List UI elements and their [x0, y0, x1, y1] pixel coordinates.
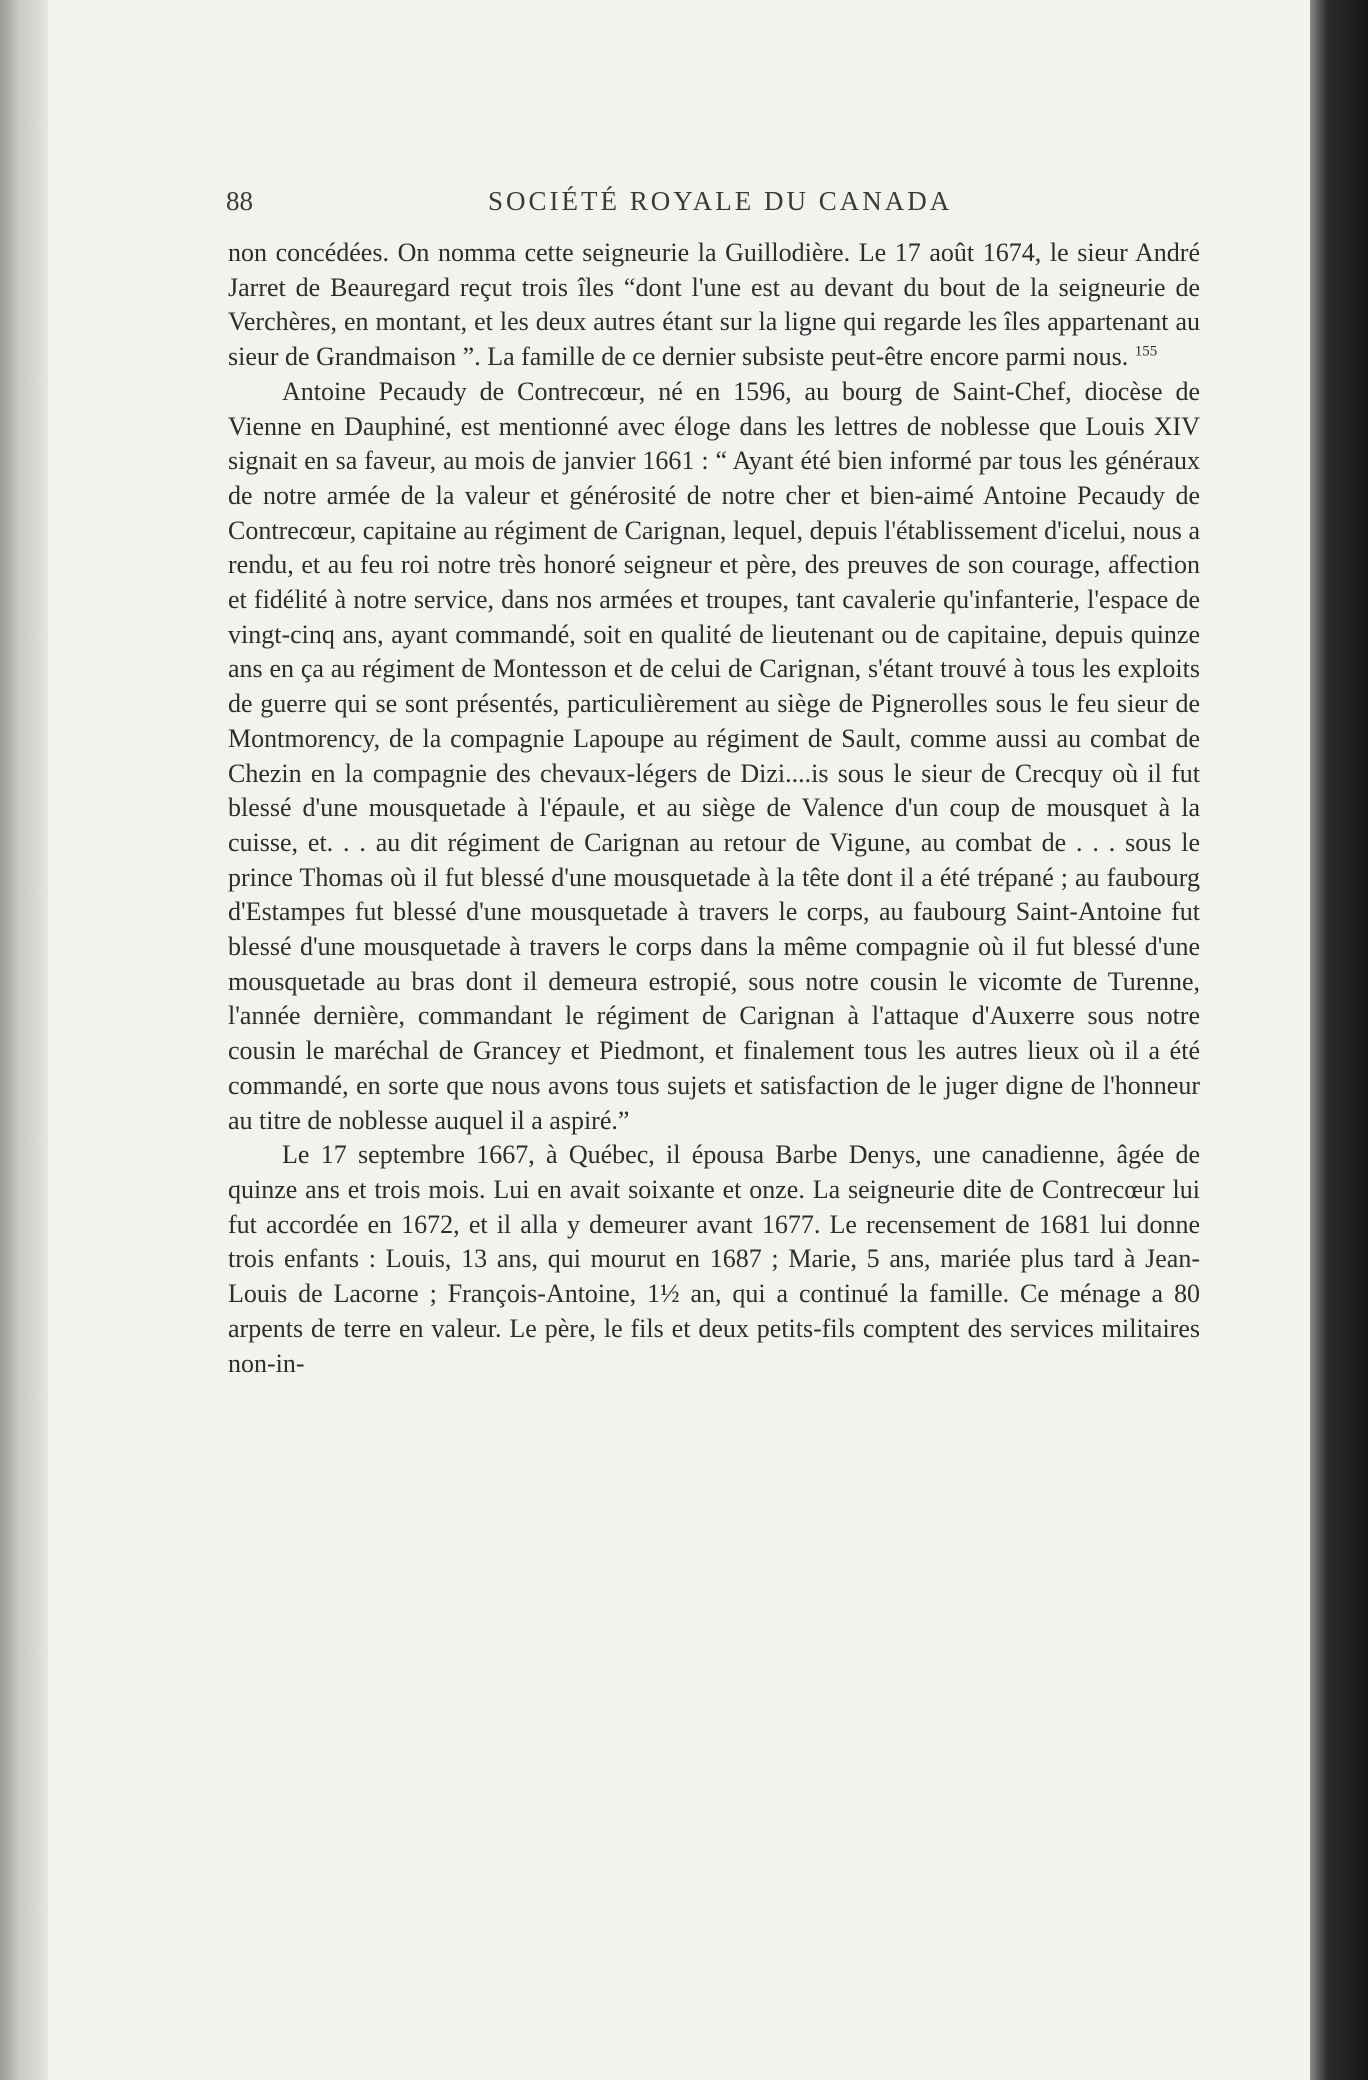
paragraph-3: Le 17 septembre 1667, à Québec, il épousa Barbe Denys, une canadienne, âgée de quinze ans et trois mois. Lui en avait soixante et onze. La seigneurie dite de Contrecœur lui fut accordée en 1672, et il alla y demeurer avant 1677. Le recensement de 1681 lui donne trois enfants : Louis, 13 ans, qui mourut en 1687 ; Marie, 5 ans, mariée plus tard à Jean-Louis de Lacorne ; François-Antoine, 1½ an, qui a continué la famille. Ce ménage a 80 arpents de terre en valeur. Le père, le fils et deux petits-fils comptent des services militaires non-in- [228, 1140, 1200, 1378]
running-head [48, 186, 1310, 220]
paragraph-1-text: non concédées. On nomma cette seigneurie la Guillodière. Le 17 août 1674, le sieur André Jarret de Beauregard reçut trois îles “dont l'une est au devant du bout de la seigneurie de Verchères, en montant, et les deux autres étant sur la ligne qui regarde les îles appartenant au sieur de Grandmaison ”. La famille de ce dernier subsiste peut-être encore parmi nous. [228, 238, 1200, 372]
page-number: 88 [226, 186, 253, 216]
journal-title: SOCIÉTÉ ROYALE DU CANADA [488, 186, 953, 216]
scanner-right-edge [1310, 0, 1368, 2080]
book-page [48, 0, 1310, 2080]
paragraph-2: Antoine Pecaudy de Contrecœur, né en 1596, au bourg de Saint-Chef, diocèse de Vienne en Dauphiné, est mentionné avec éloge dans les lettres de noblesse que Louis XIV signait en sa faveur, au mois de janvier 1661 : “ Ayant été bien informé par tous les généraux de notre armée de la valeur et générosité de notre cher et bien-aimé Antoine Pecaudy de Contrecœur, capitaine au régiment de Carignan, lequel, depuis l'établissement d'icelui, nous a rendu, et au feu roi notre très honoré seigneur et père, des preuves de son courage, affection et fidélité à notre service, dans nos armées et troupes, tant cavalerie qu'infanterie, l'espace de vingt-cinq ans, ayant commandé, soit en qualité de lieutenant ou de capitaine, depuis quinze ans en ça au régiment de Montesson et de celui de Carignan, s'étant trouvé à tous les exploits de guerre qui se sont présentés, particulièrement au siège de Pignerolles sous le feu sieur de Montmorency, de la compagnie Lapoupe au régiment de Sault, comme aussi au combat de Chezin en la compagnie des chevaux-légers de Dizi....is sous le sieur de Crecquy où il fut blessé d'une mousquetade à l'épaule, et au siège de Valence d'un coup de mousquet à la cuisse, et. . . au dit régiment de Carignan au retour de Vigune, au combat de . . . sous le prince Thomas où il fut blessé d'une mousquetade à la tête dont il a été trépané ; au faubourg d'Estampes fut blessé d'une mousquetade à travers le corps, au faubourg Saint-Antoine fut blessé d'une mousquetade à travers le corps dans la même compagnie où il fut blessé d'une mousquetade au bras dont il demeura estropié, sous notre cousin le vicomte de Turenne, l'année dernière, commandant le régiment de Carignan à l'attaque d'Auxerre sous notre cousin le maréchal de Grancey et Piedmont, et finalement tous les autres lieux où il a été commandé, en sorte que nous avons tous sujets et satisfaction de le juger digne de l'honneur au titre de noblesse auquel il a aspiré.” [228, 376, 1200, 1135]
paragraph-1 [228, 236, 1200, 375]
book-gutter-edge [0, 0, 48, 2080]
footnote-marker: 155 [1134, 343, 1158, 360]
body-text [228, 236, 1200, 1381]
